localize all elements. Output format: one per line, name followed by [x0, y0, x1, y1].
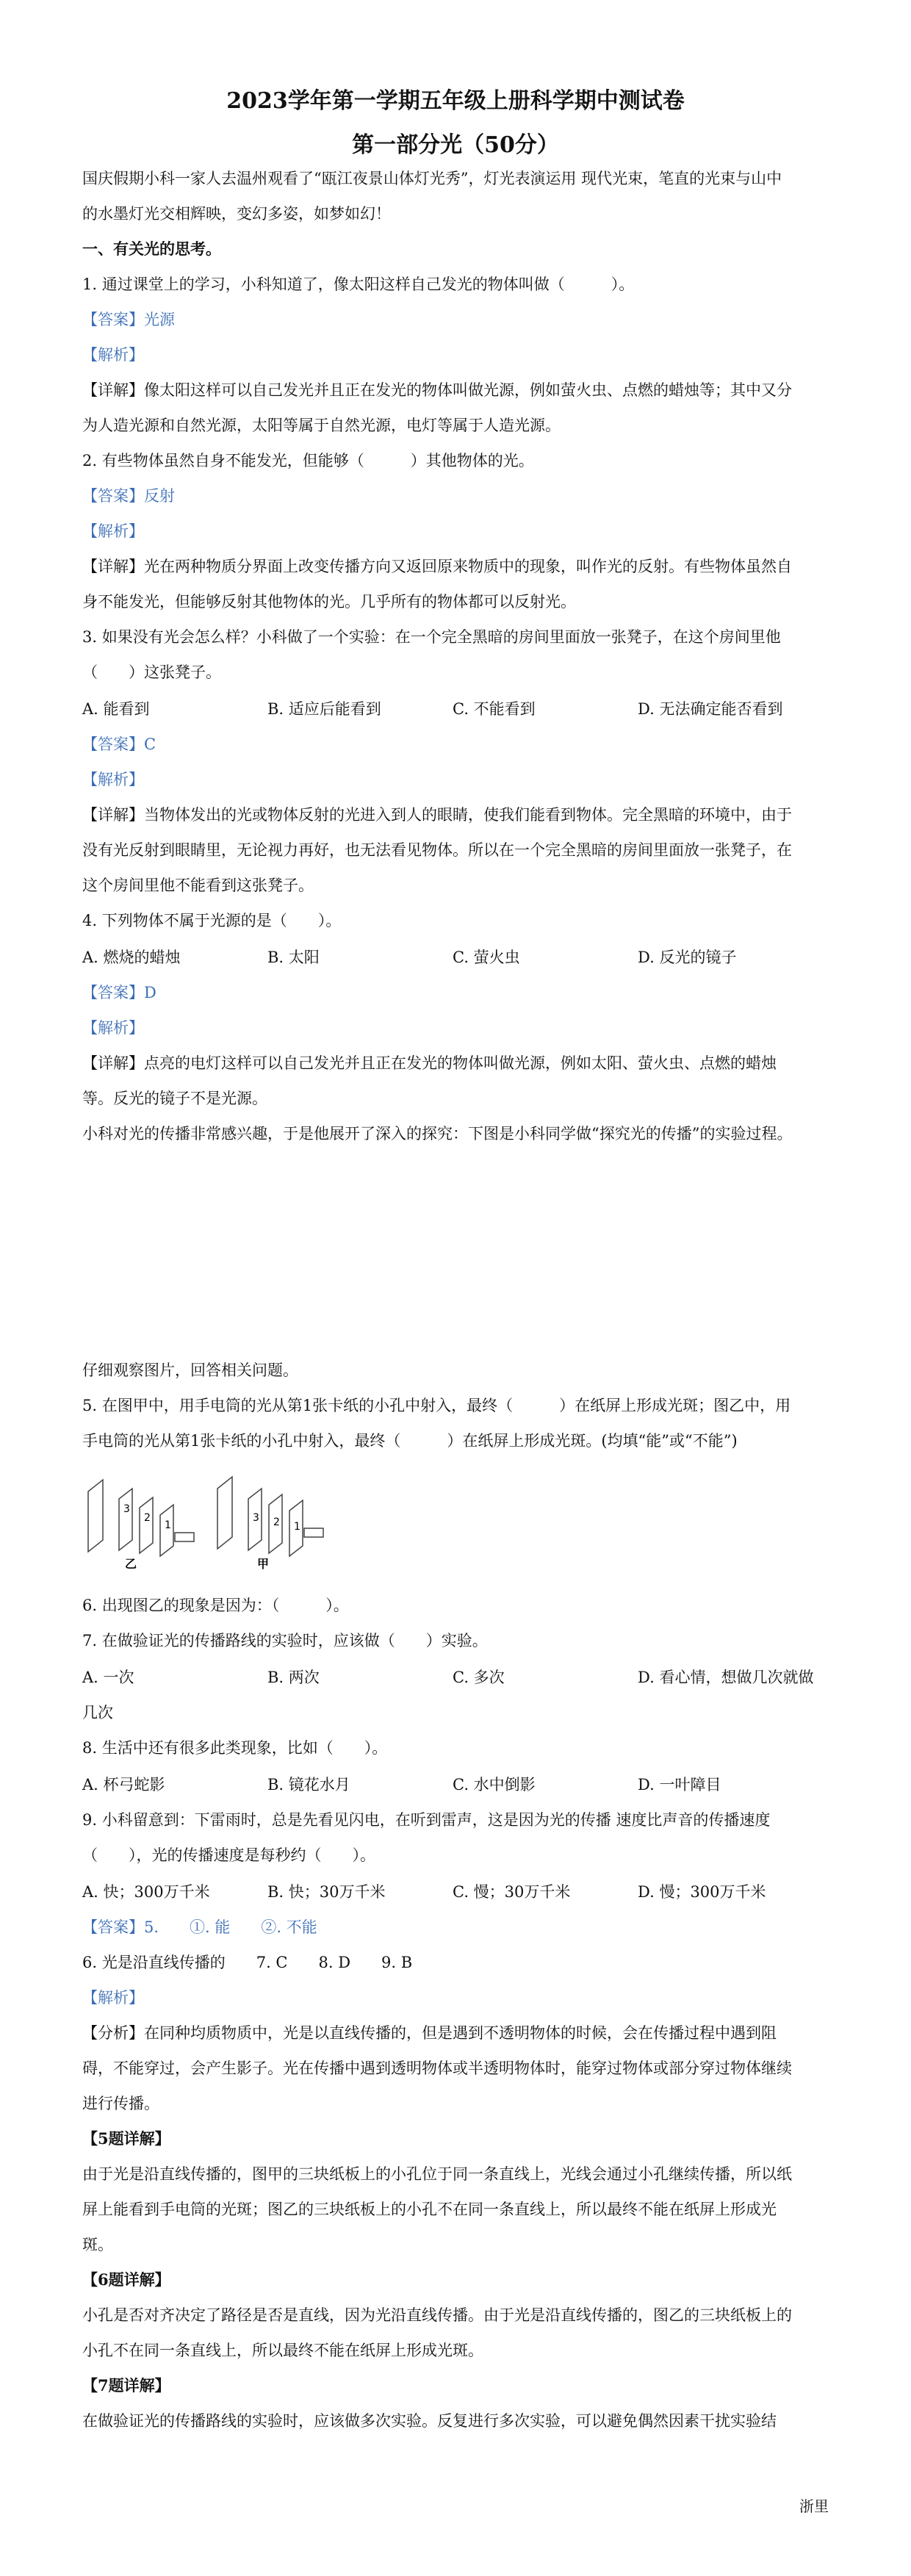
fenxi-2: 碍，不能穿过，会产生影子。光在传播中遇到透明物体或半透明物体时，能穿过物体或部分穿过物体继续: [82, 2059, 792, 2077]
q9-text-1: 9. 小科留意到：下雷雨时，总是先看见闪电，在听到雷声，这是因为光的传播 速度比声音的传播速度: [82, 1811, 771, 1829]
q3-option-d: D. 无法确定能否看到: [638, 700, 783, 718]
q4-detail-1: 【详解】点亮的电灯这样可以自己发光并且正在发光的物体叫做光源，例如太阳、萤火虫、点燃的蜡烛: [82, 1054, 777, 1072]
q9-option-c: C. 慢；30万千米: [453, 1883, 571, 1901]
card-left-3-label: 3: [123, 1503, 130, 1515]
q3-option-b: B. 适应后能看到: [267, 700, 381, 718]
detail-5-line-1: 由于光是沿直线传播的，图甲的三块纸板上的小孔位于同一条直线上，光线会通过小孔继续传播，所以纸: [82, 2165, 792, 2183]
page-footer: 浙里: [799, 2497, 829, 2515]
q2-analysis-tag: 【解析】: [82, 522, 144, 540]
detail-6-line-1: 小孔是否对齐决定了路径是否是直线，因为光沿直线传播。由于光是沿直线传播的，图乙的三块纸板上的: [82, 2306, 792, 2324]
answers-line-1-text: 【答案】5. ①. 能 ②. 不能: [82, 1918, 317, 1936]
q8-option-a: A. 杯弓蛇影: [82, 1776, 165, 1794]
q3-text-2: （ ）这张凳子。: [82, 663, 221, 681]
q1-text: 1. 通过课堂上的学习，小科知道了，像太阳这样自己发光的物体叫做（ ）。: [82, 276, 635, 293]
q7-option-d-cont: 几次: [82, 1704, 113, 1721]
screen-left: [88, 1480, 103, 1552]
q6-text: 6. 出现图乙的现象是因为：（ ）。: [82, 1597, 349, 1614]
q3-analysis-tag: 【解析】: [82, 771, 144, 788]
q4-option-b: B. 太阳: [267, 949, 320, 966]
detail-7-title: 【7题详解】: [82, 2376, 170, 2395]
exam-title: 2023学年第一学期五年级上册科学期中测试卷: [226, 88, 685, 114]
q8-option-d: D. 一叶障目: [638, 1776, 721, 1794]
card-left-3: [119, 1489, 132, 1550]
figure-right-label: 甲: [257, 1557, 270, 1571]
q1-analysis-tag: 【解析】: [82, 346, 144, 364]
q5-text-1: 5. 在图甲中，用手电筒的光从第1张卡纸的小孔中射入，最终（ ）在纸屏上形成光斑；图乙中，用: [82, 1397, 791, 1414]
screen-right: [217, 1477, 232, 1549]
q3-option-a: A. 能看到: [82, 700, 150, 718]
q2-detail-1: 【详解】光在两种物质分界面上改变传播方向又返回原来物质中的现象，叫作光的反射。有些物体虽然自: [82, 558, 792, 575]
detail-6-line-2: 小孔不在同一条直线上，所以最终不能在纸屏上形成光斑。: [82, 2342, 483, 2359]
figure-right-group: [217, 1477, 323, 1556]
q4-option-a: A. 燃烧的蜡烛: [82, 949, 181, 966]
q8-option-c: C. 水中倒影: [453, 1776, 536, 1794]
q7-option-b: B. 两次: [267, 1669, 320, 1686]
q8-option-b: B. 镜花水月: [267, 1776, 350, 1794]
q7-text: 7. 在做验证光的传播路线的实验时，应该做（ ）实验。: [82, 1632, 488, 1649]
q9-option-a: A. 快；300万千米: [82, 1883, 210, 1901]
q4-answer: 【答案】D: [82, 984, 156, 1001]
q3-answer: 【答案】C: [82, 735, 156, 753]
answers-line-1: [82, 1916, 317, 1938]
answers-line-2: 6. 光是沿直线传播的 7. C 8. D 9. B: [82, 1954, 413, 1971]
q4-detail-2: 等。反光的镜子不是光源。: [82, 1090, 267, 1107]
card-left-1-label: 1: [165, 1519, 171, 1531]
q4-text: 4. 下列物体不属于光源的是（ ）。: [82, 912, 342, 929]
q7-option-d: D. 看心情，想做几次就做: [638, 1669, 814, 1686]
q1-answer: 【答案】光源: [82, 311, 175, 328]
card-right-3-label: 3: [253, 1512, 259, 1524]
answers-analysis-tag: 【解析】: [82, 1989, 144, 2007]
intro-line-1: 国庆假期小科一家人去温州观看了“瓯江夜景山体灯光秀”，灯光表演运用 现代光束，笔直的光束与山中: [82, 170, 782, 187]
q7-option-c: C. 多次: [453, 1669, 505, 1686]
fenxi-1: 【分析】在同种均质物质中，光是以直线传播的，但是遇到不透明物体的时候，会在传播过程中遇到阻: [82, 2024, 777, 2042]
figure-left-group: [88, 1480, 194, 1556]
q9-option-b: B. 快；30万千米: [267, 1883, 386, 1901]
detail-5-line-2: 屏上能看到手电筒的光斑；图乙的三块纸板上的小孔不在同一条直线上，所以最终不能在纸屏上形成光: [82, 2201, 777, 2218]
q4-option-d: D. 反光的镜子: [638, 949, 737, 966]
flashlight-left: [175, 1533, 194, 1541]
q3-detail-1: 【详解】当物体发出的光或物体反射的光进入到人的眼睛，使我们能看到物体。完全黑暗的环境中，由于: [82, 806, 792, 824]
q4-option-c: C. 萤火虫: [453, 949, 520, 966]
flashlight-right: [304, 1528, 323, 1537]
observe-text: 仔细观察图片，回答相关问题。: [82, 1361, 298, 1379]
intro-line-2: 的水墨灯光交相辉映，变幻多姿，如梦如幻！: [82, 205, 391, 223]
q3-option-c: C. 不能看到: [453, 700, 536, 718]
card-left-2-label: 2: [144, 1512, 151, 1524]
explore-text: 小科对光的传播非常感兴趣，于是他展开了深入的探究：下图是小科同学做“探究光的传播”的实验过程。: [82, 1125, 793, 1143]
q1-detail-2: 为人造光源和自然光源，太阳等属于自然光源，电灯等属于人造光源。: [82, 417, 561, 434]
figure-left-label: 乙: [125, 1557, 137, 1571]
card-right-1-label: 1: [294, 1521, 300, 1533]
q9-option-d: D. 慢；300万千米: [638, 1883, 766, 1901]
pinhole-experiment-figure: [82, 1469, 347, 1572]
detail-5-line-3: 斑。: [82, 2236, 113, 2253]
card-left-2: [140, 1497, 153, 1553]
q5-text-2: 手电筒的光从第1张卡纸的小孔中射入，最终（ ）在纸屏上形成光斑。(均填“能”或“不能”): [82, 1432, 738, 1450]
q3-detail-3: 这个房间里他不能看到这张凳子。: [82, 877, 314, 894]
detail-6-title: 【6题详解】: [82, 2270, 170, 2289]
q3-text-1: 3. 如果没有光会怎么样？小科做了一个实验：在一个完全黑暗的房间里面放一张凳子，在这个房间里他: [82, 628, 781, 646]
experiment-image-placeholder: [82, 1190, 829, 1337]
section-heading: 一、有关光的思考。: [82, 240, 221, 258]
q2-answer: 【答案】反射: [82, 487, 175, 505]
fenxi-3: 进行传播。: [82, 2095, 159, 2112]
part-title: 第一部分光（50分）: [352, 132, 559, 158]
q2-text: 2. 有些物体虽然自身不能发光，但能够（ ）其他物体的光。: [82, 452, 534, 469]
q4-analysis-tag: 【解析】: [82, 1019, 144, 1037]
q3-detail-2: 没有光反射到眼睛里，无论视力再好，也无法看见物体。所以在一个完全黑暗的房间里面放一张凳子，在: [82, 841, 792, 859]
q9-text-2: （ ），光的传播速度是每秒约（ ）。: [82, 1846, 375, 1864]
q2-detail-2: 身不能发光，但能够反射其他物体的光。几乎所有的物体都可以反射光。: [82, 593, 576, 611]
q8-text: 8. 生活中还有很多此类现象，比如（ ）。: [82, 1739, 388, 1757]
detail-7-line-1: 在做验证光的传播路线的实验时，应该做多次实验。反复进行多次实验，可以避免偶然因素干扰实验结: [82, 2412, 777, 2430]
q1-detail-1: 【详解】像太阳这样可以自己发光并且正在发光的物体叫做光源，例如萤火虫、点燃的蜡烛等；其中又分: [82, 381, 792, 399]
card-right-2-label: 2: [273, 1517, 280, 1528]
detail-5-title: 【5题详解】: [82, 2129, 170, 2148]
q7-option-a: A. 一次: [82, 1669, 134, 1686]
